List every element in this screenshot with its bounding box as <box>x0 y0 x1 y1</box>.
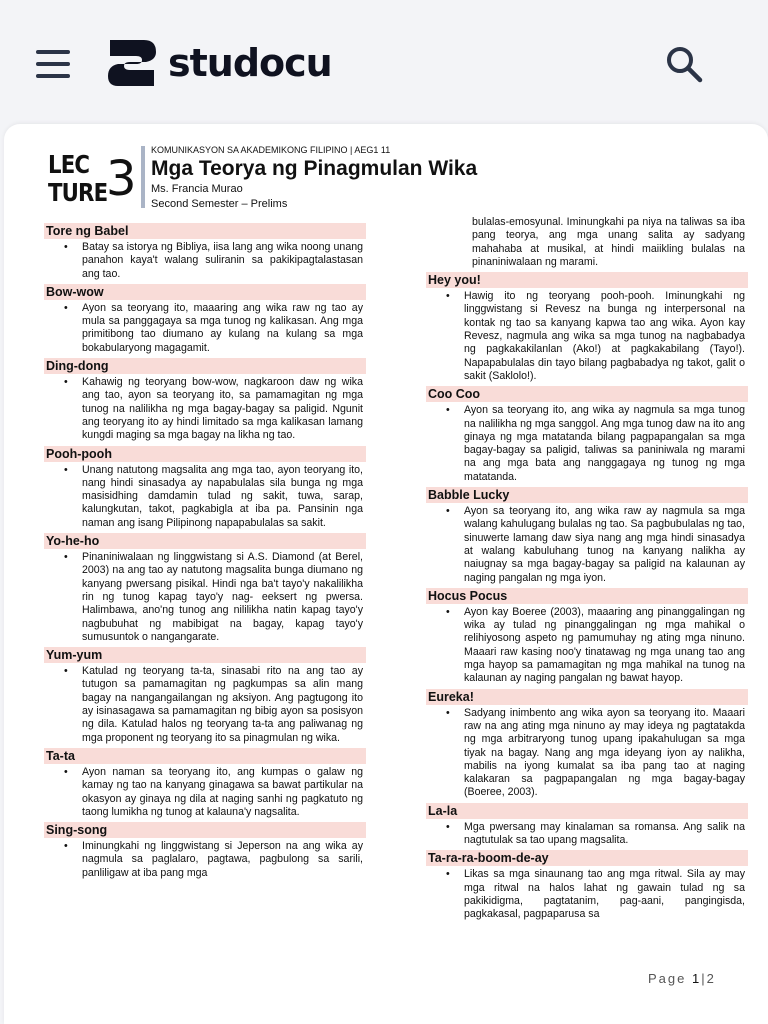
theory-text: Ayon sa teoryang ito, ang wika ay nagmula sa mga tunog na nalilikha ng mga sanggol. Ang mga tunog daw na ito ang ginaya ng mga matatanda bilang pagpapangalan sa mga bagay-bagay sa paligid, taliwas sa paniniwala ng marami na ang mga bata ang nanggagaya ng tunog ng mga matatanda. <box>464 404 745 483</box>
bullet-icon: • <box>64 765 68 778</box>
bullet-icon: • <box>64 241 68 253</box>
lecture-badge-line2: TURE <box>48 178 108 207</box>
page-separator: | <box>701 971 707 986</box>
bullet-icon: • <box>64 551 68 564</box>
theory-text: Kahawig ng teoryang bow-wow, nagkaroon daw ng wika ang tao, ayon sa teoryang ito, sa pamamagitan ng mga tunog na nalilikha ng mga bagay-bagay sa paligid. Ngunit ang teoryang ito ay hindi limitado sa mga kalikasan lamang kungdi maging sa mga bagay na likha ng tao. <box>82 376 363 442</box>
header-divider <box>141 146 145 208</box>
theory-description <box>44 241 366 281</box>
theory-heading: La-la <box>426 803 748 819</box>
theory-text: Ayon sa teoryang ito, ang wika raw ay nagmula sa mga walang kahulugang bulalas ng tao. Sa pagbubulalas ng tao, sinuwerte lamang daw siya nang ang mga hindi sinasadya at walang kabuluhang tunog na kanyang nalikha ay naiugnay sa mga bagay-bagay sa paligid na kalaunan ay naging pangalan ng mga iyon. <box>464 505 745 584</box>
theory-section <box>44 748 366 819</box>
theory-section <box>426 850 748 921</box>
theory-section <box>426 272 748 383</box>
theory-text: Iminungkahi ng linggwistang si Jeperson na ang wika ay nagmula sa paglalaro, pagtawa, pagbulong sa sarili, panliligaw at iba pang mga <box>82 840 363 879</box>
theory-text: Ayon naman sa teoryang ito, ang kumpas o galaw ng kamay ng tao na kanyang ginagawa sa bawat partikular na okasyon ay ginaya ng dila at naging sanhi ng pagkatuto ng taong lumikha ng tunog at kalauna'y nagsalita. <box>82 765 363 818</box>
studocu-logo-icon <box>104 36 160 90</box>
theory-description <box>44 766 366 819</box>
theory-text: Likas sa mga sinaunang tao ang mga ritwal. Sila ay may mga ritwal na halos lahat ng gawain tulad ng sa pakikidigma, pagtatanim, pag-aani, pangingisda, pagkakasal, pagpaparusa sa <box>464 868 745 921</box>
theory-description <box>426 404 748 484</box>
lecture-number: 3 <box>106 151 137 207</box>
theory-section <box>44 647 366 745</box>
theory-heading: Bow-wow <box>44 284 366 300</box>
theory-description <box>44 665 366 745</box>
theory-text: Batay sa istorya ng Bibliya, iisa lang ang wika noong unang panahon kaya't walang suliranin sa pakikipagtalastasan ang tao. <box>82 241 363 280</box>
theory-section <box>44 533 366 644</box>
menu-icon[interactable] <box>36 50 70 78</box>
theory-section <box>44 223 366 281</box>
theory-heading: Pooh-pooh <box>44 446 366 462</box>
theory-heading: Sing-song <box>44 822 366 838</box>
document-title: Mga Teorya ng Pinagmulan Wika <box>151 157 478 180</box>
semester-label: Second Semester – Prelims <box>151 198 288 210</box>
bullet-icon: • <box>446 605 450 618</box>
theory-text: Ayon sa teoryang ito, maaaring ang wika raw ng tao ay mula sa panggagaya sa mga tunog ng kalikasan. Ang mga primitibong tao diumano ay kulang na kulang sa mga bokabularyong magagamit. <box>82 301 363 354</box>
theory-text: Unang natutong magsalita ang mga tao, ayon teoryang ito, nang hindi sinasadya ay napabulalas sila bunga ng mga masisidhing damdamin tulad ng sakit, tuwa, sarap, kalungkutan, takot, pagkabigla at iba pa. Pansinin nga naman ang isang Pilipinong napapabulalas sa sakit. <box>82 463 363 529</box>
theory-description <box>426 868 748 921</box>
theory-text: Katulad ng teoryang ta-ta, sinasabi rito na ang tao ay tutugon sa pamamagitan ng pagkumpas sa alin mang bagay na nangangailangan ng aksiyon. Ang pagtugong ito ay isinasagawa sa pamamagitan ng bibig ayon sa posisyon ng dila. Katulad halos ng teoryang ta-ta ang paliwanag ng mga proponent ng teoryang ito sa pinagmulan ng wika. <box>82 665 363 744</box>
theory-description <box>44 464 366 530</box>
theory-heading: Yo-he-ho <box>44 533 366 549</box>
theory-heading: Ta-ta <box>44 748 366 764</box>
theory-description <box>44 551 366 644</box>
theory-text: Pinaniniwalaan ng linggwistang si A.S. Diamond (at Berel, 2003) na ang tao ay natutong magsalita bunga diumano ng kanyang pwersang pisikal. Hindi nga ba't tayo'y nakalilikha rin ng tunog kapag tayo'y nag- eeksert ng pwersa. Halimbawa, ano'ng tunog ang nililikha natin kapag tayo'y nagbubuhat ng mabibigat na bagay, kapag tayo'y sumusuntok o nangangarate. <box>82 551 363 643</box>
theory-text: Mga pwersang may kinalaman sa romansa. Ang salik na nagtutulak sa tao upang magsalita. <box>464 820 745 846</box>
document-page <box>4 124 768 1024</box>
course-name: KOMUNIKASYON SA AKADEMIKONG FILIPINO | AEG1 11 <box>151 145 391 155</box>
bullet-icon: • <box>446 706 450 719</box>
bullet-icon: • <box>64 463 68 476</box>
theory-text: Hawig ito ng teoryang pooh-pooh. Iminungkahi ng linggwistang si Revesz na bunga ng interpersonal na kontak ng tao sa kanyang kapwa tao ang wika. Ayon kay Revesz, nagmula ang wika sa mga tunog na nagbabadya ng pagkakakilanlan (Ako!) at pagkakabilang (Tayo!). Napapabulalas din tayo bilang pagbabadya ng takot, galit o sakit (Saklolo!). <box>464 290 745 382</box>
bullet-icon: • <box>446 290 450 303</box>
theory-heading: Eureka! <box>426 689 748 705</box>
brand-name: studocu <box>168 41 332 85</box>
theory-description <box>426 290 748 383</box>
theory-section <box>426 588 748 686</box>
top-bar <box>0 0 768 124</box>
bullet-icon: • <box>446 505 450 518</box>
theory-description <box>426 821 748 848</box>
bullet-icon: • <box>64 376 68 389</box>
theory-section <box>44 284 366 355</box>
theory-section <box>426 487 748 585</box>
right-column <box>426 216 748 924</box>
left-column <box>44 222 366 883</box>
theory-description <box>44 840 366 880</box>
theory-section <box>426 803 748 848</box>
lecture-badge-line1: LEC <box>48 150 90 179</box>
page-current: 1 <box>691 971 702 986</box>
theory-heading: Tore ng Babel <box>44 223 366 239</box>
teacher-name: Ms. Francia Murao <box>151 183 243 195</box>
theory-heading: Babble Lucky <box>426 487 748 503</box>
document-sheet <box>4 124 768 1024</box>
theory-heading: Ta-ra-ra-boom-de-ay <box>426 850 748 866</box>
theory-section <box>44 358 366 442</box>
theory-description <box>44 376 366 442</box>
theory-heading: Hocus Pocus <box>426 588 748 604</box>
theory-description <box>426 606 748 686</box>
theory-heading: Ding-dong <box>44 358 366 374</box>
theory-section <box>44 446 366 530</box>
bullet-icon: • <box>64 665 68 678</box>
bullet-icon: • <box>64 301 68 314</box>
theory-heading: Yum-yum <box>44 647 366 663</box>
theory-section <box>426 386 748 484</box>
theory-description <box>44 302 366 355</box>
bullet-icon: • <box>446 820 450 833</box>
theory-heading: Hey you! <box>426 272 748 288</box>
search-icon[interactable] <box>664 44 704 84</box>
theory-description <box>426 707 748 800</box>
theory-text: Ayon kay Boeree (2003), maaaring ang pinanggalingan ng wika ay tulad ng pinanggalingan ng mga mahikal o relihiyosong aspeto ng pamumuhay ng ating mga ninuno. Maaari raw kasing noo'y tinatawag ng mga unang tao ang mga hayop sa pamamagitan ng mga mahikal na tunog na kalaunan ay naging pangalan ng bawat hayop. <box>464 605 745 685</box>
lecture-badge <box>48 148 138 208</box>
page-number <box>648 971 716 986</box>
page-label: Page <box>648 971 692 986</box>
theory-heading: Coo Coo <box>426 386 748 402</box>
bullet-icon: • <box>446 404 450 417</box>
studocu-logo[interactable] <box>104 36 332 90</box>
theory-section <box>44 822 366 880</box>
theory-text: Sadyang inimbento ang wika ayon sa teoryang ito. Maaari raw na ang ating mga ninuno ay may ideya ng pagtatakda ng mga arbitraryong tunog upang ipakahulugan sa mga tiyak na bagay. Nang ang mga ideyang iyon ay nalikha, mabilis na iyong kumalat sa iba pang tao at naging kalakaran sa pagpapangalan ng mga bagay-bagay (Boeree, 2003). <box>464 706 745 799</box>
theory-section <box>426 689 748 800</box>
continued-text: bulalas-emosyunal. Iminungkahi pa niya na taliwas sa iba pang teorya, ang mga unang salita ay sadyang mahahaba at musikal, at hindi maiikling bulalas na pinaniniwalaan ng marami. <box>472 216 745 268</box>
bullet-icon: • <box>64 840 68 853</box>
theory-description <box>426 505 748 585</box>
bullet-icon: • <box>446 868 450 881</box>
page-total: 2 <box>706 971 716 986</box>
